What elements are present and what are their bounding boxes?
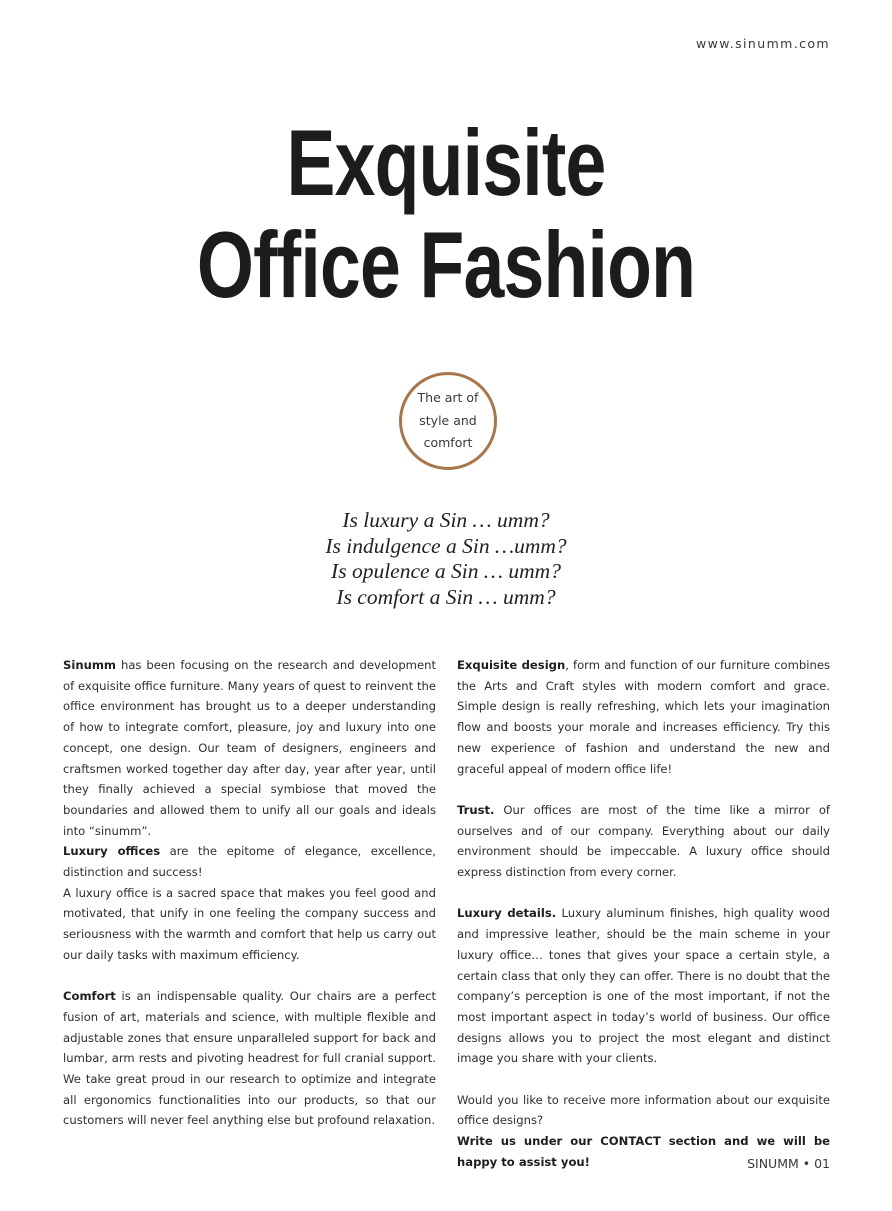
paragraph-text: Our offices are most of the time like a mirror of ourselves and of our company. Everything about our daily environment should be impeccable. A luxury office should express distinction from every corner. <box>457 802 830 880</box>
website-url[interactable]: www.sinumm.com <box>696 36 830 51</box>
tagline-badge <box>399 372 497 470</box>
lead-text: Sinumm <box>63 658 116 672</box>
lead-text: Luxury offices <box>63 844 161 859</box>
lead-text: Luxury details. <box>457 906 557 921</box>
quote-line: Is indulgence a Sin …umm? <box>325 533 567 558</box>
quote-block <box>0 508 892 610</box>
title-line-1: Exquisite <box>286 110 606 215</box>
paragraph-trust <box>457 800 830 883</box>
paragraph-gap <box>457 1069 830 1090</box>
quote-line: Is opulence a Sin … umm? <box>331 559 561 583</box>
body-column-left <box>63 655 436 1131</box>
badge-text: The art of style and comfort <box>417 390 479 451</box>
paragraph-gap <box>457 779 830 800</box>
page-footer: SINUMM • 01 <box>747 1156 830 1171</box>
paragraph-text: are the epitome of elegance, excellence, distinction and success! <box>63 844 436 880</box>
paragraph-comfort <box>63 986 436 1131</box>
paragraph-luxury-office-space <box>63 883 436 966</box>
title-line-2: Office Fashion <box>196 212 696 317</box>
paragraph-gap <box>63 966 436 987</box>
page-title <box>98 112 794 316</box>
paragraph-text: , form and function of our furniture combines the Arts and Craft styles with modern comfort and grace. Simple design is really refreshing, which lets your imagination flow and boosts your morale and increases efficiency. Try this new experience of fashion and understand the new and graceful appeal of modern office life! <box>457 658 830 776</box>
paragraph-text: Luxury aluminum finishes, high quality wood and impressive leather, should be the main scheme in your luxury office… tones that gives your space a certain style, a certain class that only they can offer. There is no doubt that the company’s perception is one of the most important, if not the most important aspect in today’s world of business. Our office designs allows you to project the most elegant and distinct image you share with your clients. <box>457 906 830 1066</box>
paragraph-text: Would you like to receive more information about our exquisite office designs? <box>457 1092 830 1128</box>
paragraph-gap <box>457 883 830 904</box>
paragraph-exquisite-design <box>457 655 830 779</box>
paragraph-text: A luxury office is a sacred space that makes you feel good and motivated, that unify in one feeling the company success and seriousness with the warmth and comfort that help us carry out our daily tasks with maximum efficiency. <box>63 885 436 962</box>
paragraph-luxury-details <box>457 903 830 1069</box>
body-column-right <box>457 655 830 1173</box>
lead-text: Comfort <box>63 989 116 1004</box>
paragraph-text: has been focusing on the research and development of exquisite office furniture. Many years of quest to reinvent the office environment has brought us to a deeper understanding of how to integrate comfort, pleasure, joy and luxury into one concept, one design. Our team of designers, engineers and craftsmen worked together day after day, year after year, until they finally achieved a special symbiose that moved the boundaries and allowed them to unify all our goals and ideals into “sinumm”. <box>63 658 436 838</box>
paragraph-more-info <box>457 1090 830 1131</box>
paragraph-sinumm <box>63 655 436 841</box>
paragraph-text: is an indispensable quality. Our chairs are a perfect fusion of art, materials and science, with multiple flexible and adjustable zones that ensure unparalleled support for back and lumbar, arm rests and pivoting headrest for full cranial support. We take great proud in our research to optimize and integrate all ergonomics functionalities into our products, so that our customers will never feel anything else but profound relaxation. <box>63 989 436 1128</box>
lead-text: Exquisite design <box>457 658 566 672</box>
quote-line: Is comfort a Sin … umm? <box>336 584 556 609</box>
quote-line: Is luxury a Sin … umm? <box>342 508 550 532</box>
contact-cta-text: Write us under our CONTACT section and we will be happy to assist you! <box>457 1134 830 1169</box>
lead-text: Trust. <box>457 802 495 817</box>
paragraph-luxury-offices <box>63 841 436 882</box>
